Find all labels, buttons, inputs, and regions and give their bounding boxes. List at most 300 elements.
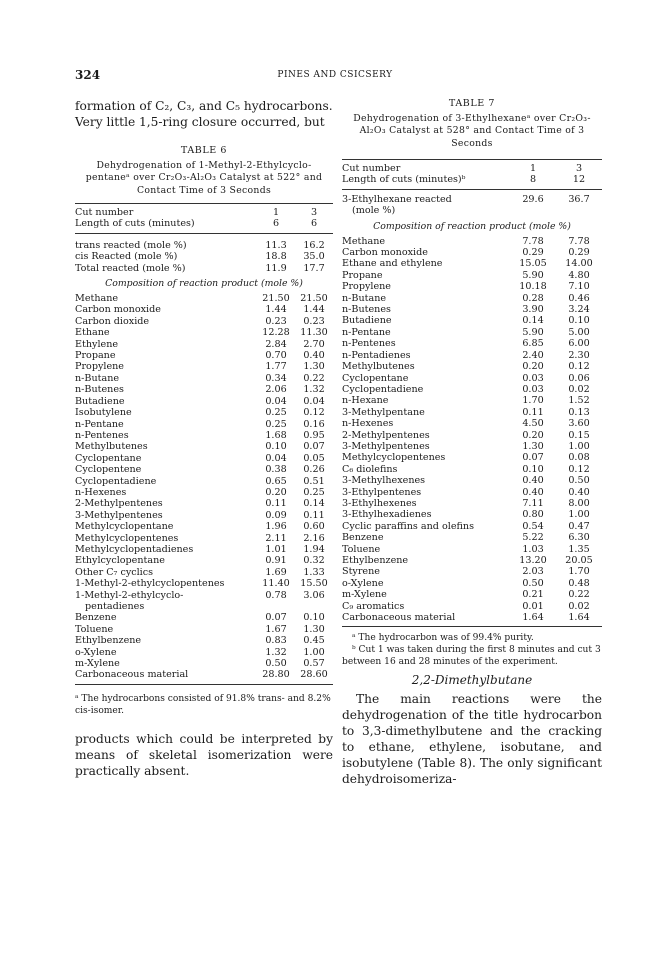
row-label: Propylene xyxy=(75,361,124,373)
table-row xyxy=(75,510,333,521)
value-cut-3: 35.0 xyxy=(303,251,325,263)
value-cut-3: 1.70 xyxy=(568,566,590,578)
value-cut-3: 5.00 xyxy=(568,326,590,338)
value-cut-1 xyxy=(510,205,556,216)
table6-header xyxy=(75,207,333,230)
table-row xyxy=(75,384,333,395)
value-cut-1: 11.3 xyxy=(265,239,287,251)
value-cut-1: 6.85 xyxy=(522,338,544,350)
value-cut-3: 0.22 xyxy=(568,589,590,601)
table-row xyxy=(342,350,602,361)
row-label: Toluene xyxy=(75,623,114,635)
table-row xyxy=(75,304,333,315)
value-cut-3: 0.40 xyxy=(568,486,590,498)
table-row xyxy=(342,373,602,384)
table-row xyxy=(342,247,602,258)
value-cut-3: 0.12 xyxy=(568,361,590,373)
table-row xyxy=(342,464,602,475)
value-cut-1: 0.20 xyxy=(522,361,544,373)
value-cut-3: 2.70 xyxy=(303,338,325,350)
value-cut-3: 0.57 xyxy=(303,658,325,670)
value-cut-1: 0.10 xyxy=(265,441,287,453)
table-row xyxy=(75,419,333,430)
row-label: 2-Methylpentenes xyxy=(75,498,163,510)
row-label: Butadiene xyxy=(75,395,125,407)
table7-body xyxy=(342,236,602,624)
value-cut-3: 21.50 xyxy=(300,293,328,305)
table7-top-rule xyxy=(342,159,602,160)
row-label: 3-Methylhexenes xyxy=(342,475,426,487)
value-cut-1: 0.28 xyxy=(522,292,544,304)
table-row xyxy=(342,441,602,452)
row-label: 3-Ethylhexane reacted xyxy=(342,193,452,205)
value-cut-3: 0.51 xyxy=(303,475,325,487)
table-row xyxy=(75,251,333,262)
value-cut-3: 12 xyxy=(572,174,586,186)
value-cut-1: 0.40 xyxy=(522,475,544,487)
table-row xyxy=(342,475,602,486)
table-row xyxy=(342,555,602,566)
value-cut-3: 0.08 xyxy=(568,452,590,464)
table7-composition-heading: Composition of reaction product (mole %) xyxy=(373,220,571,232)
value-cut-1: 7.11 xyxy=(522,497,544,509)
value-cut-3: 0.95 xyxy=(303,429,325,441)
row-label: Other C₇ cyclics xyxy=(75,566,154,578)
table-row xyxy=(342,487,602,498)
value-cut-3: 0.25 xyxy=(303,486,325,498)
value-cut-1: 0.09 xyxy=(265,509,287,521)
table-row xyxy=(75,624,333,635)
value-cut-3: 1.00 xyxy=(568,440,590,452)
value-cut-3: 7.78 xyxy=(568,235,590,247)
value-cut-3: 0.14 xyxy=(303,498,325,510)
value-cut-1: 2.84 xyxy=(265,338,287,350)
value-cut-3: 0.23 xyxy=(303,315,325,327)
row-label: Cyclopentadiene xyxy=(75,475,157,487)
table-row xyxy=(75,441,333,452)
value-cut-1: 0.04 xyxy=(265,395,287,407)
value-cut-1: 1.77 xyxy=(265,361,287,373)
row-label: 3-Methylpentenes xyxy=(342,440,430,452)
value-cut-1: 1.03 xyxy=(522,543,544,555)
row-label: 3-Ethylhexenes xyxy=(342,497,417,509)
table-row xyxy=(75,544,333,555)
row-label: Ethylbenzene xyxy=(75,635,142,647)
table-row xyxy=(342,532,602,543)
row-label: Cyclopentane xyxy=(342,372,409,384)
row-label: n-Hexenes xyxy=(75,486,127,498)
row-label: Butadiene xyxy=(342,315,392,327)
value-cut-1: 0.23 xyxy=(265,315,287,327)
row-label: (mole %) xyxy=(352,205,396,217)
table6-top-rule xyxy=(75,203,333,204)
value-cut-3: 0.60 xyxy=(303,521,325,533)
row-label: C₆ diolefins xyxy=(342,463,398,475)
row-label: Methylbutenes xyxy=(75,441,148,453)
value-cut-3: 1.94 xyxy=(303,543,325,555)
value-cut-1: 1.44 xyxy=(265,304,287,316)
row-label: Methane xyxy=(75,293,119,305)
table-row xyxy=(75,658,333,669)
value-cut-3: 0.50 xyxy=(568,475,590,487)
row-label: Ethylbenzene xyxy=(342,555,409,566)
table-row xyxy=(75,396,333,407)
row-label: Methylcyclopentenes xyxy=(75,532,179,544)
table-row xyxy=(75,612,333,623)
value-cut-1: 0.29 xyxy=(522,247,544,259)
row-label: n-Hexane xyxy=(342,395,389,407)
value-cut-1: 1 xyxy=(529,163,537,174)
table-row xyxy=(342,304,602,315)
table-row xyxy=(75,453,333,464)
value-cut-1: 1.68 xyxy=(265,429,287,441)
value-cut-3: 20.05 xyxy=(565,555,593,566)
row-label: 3-Methylpentenes xyxy=(75,509,163,521)
table-row xyxy=(342,566,602,577)
value-cut-3: 17.7 xyxy=(303,262,325,274)
row-label: cis Reacted (mole %) xyxy=(75,251,178,263)
table-row xyxy=(342,270,602,281)
value-cut-1: 0.50 xyxy=(522,577,544,589)
table-row xyxy=(75,601,333,612)
value-cut-3: 0.29 xyxy=(568,247,590,259)
value-cut-1: 21.50 xyxy=(262,293,290,305)
value-cut-3: 0.10 xyxy=(568,315,590,327)
row-label: Methylcyclopentenes xyxy=(342,452,446,464)
value-cut-1: 0.78 xyxy=(265,589,287,601)
value-cut-1: 1 xyxy=(272,207,280,218)
row-label: Propane xyxy=(75,350,116,362)
value-cut-3: 0.16 xyxy=(303,418,325,430)
value-cut-3: 2.30 xyxy=(568,349,590,361)
value-cut-3: 36.7 xyxy=(568,193,590,205)
left-column xyxy=(75,98,333,779)
table-row xyxy=(342,293,602,304)
value-cut-1: 0.14 xyxy=(522,315,544,327)
value-cut-1: 0.65 xyxy=(265,475,287,487)
value-cut-1: 2.06 xyxy=(265,384,287,396)
value-cut-3: 7.10 xyxy=(568,281,590,293)
table-row xyxy=(342,205,602,216)
table7-caption-block xyxy=(342,98,602,150)
value-cut-3: 1.32 xyxy=(303,384,325,396)
value-cut-3: 3.60 xyxy=(568,418,590,430)
value-cut-1: 0.50 xyxy=(265,658,287,670)
table6-body xyxy=(75,293,333,681)
row-label: Methylcyclopentane xyxy=(75,521,174,533)
value-cut-1: 0.80 xyxy=(522,509,544,521)
value-cut-3: 0.06 xyxy=(568,372,590,384)
table-row xyxy=(342,315,602,326)
row-label: 3-Ethylhexadienes xyxy=(342,509,432,521)
value-cut-3: 0.04 xyxy=(303,395,325,407)
table-row xyxy=(342,578,602,589)
value-cut-3: 0.40 xyxy=(303,350,325,362)
value-cut-3: 6.30 xyxy=(568,532,590,544)
table-row xyxy=(342,338,602,349)
table-row xyxy=(342,544,602,555)
value-cut-1: 0.03 xyxy=(522,372,544,384)
row-label: Styrene xyxy=(342,566,380,578)
value-cut-3: 2.16 xyxy=(303,532,325,544)
value-cut-1: 0.91 xyxy=(265,555,287,567)
row-label: 3-Methylpentane xyxy=(342,406,425,418)
value-cut-1: 0.01 xyxy=(522,600,544,612)
table-row xyxy=(75,464,333,475)
value-cut-3: 6 xyxy=(310,218,318,230)
value-cut-1: 18.8 xyxy=(265,251,287,263)
row-label: Propane xyxy=(342,269,383,281)
row-label: Carbon dioxide xyxy=(75,315,150,327)
page-number: 324 xyxy=(75,68,101,82)
row-label: m-Xylene xyxy=(75,658,120,670)
table-row xyxy=(342,589,602,600)
value-cut-3: 4.80 xyxy=(568,269,590,281)
row-label: Isobutylene xyxy=(75,407,132,419)
value-cut-1: 1.64 xyxy=(522,612,544,624)
value-cut-1: 0.11 xyxy=(265,498,287,510)
row-label: Propylene xyxy=(342,281,391,293)
row-label: n-Pentadienes xyxy=(342,349,411,361)
row-label: Carbonaceous material xyxy=(75,669,189,681)
table-row xyxy=(75,240,333,251)
table-row xyxy=(75,555,333,566)
row-label: trans reacted (mole %) xyxy=(75,239,187,251)
value-cut-1: 4.50 xyxy=(522,418,544,430)
value-cut-3: 0.45 xyxy=(303,635,325,647)
value-cut-1: 2.40 xyxy=(522,349,544,361)
value-cut-3: 0.12 xyxy=(303,407,325,419)
table-row xyxy=(342,418,602,429)
value-cut-1: 0.34 xyxy=(265,372,287,384)
value-cut-1: 1.30 xyxy=(522,440,544,452)
value-cut-1: 1.96 xyxy=(265,521,287,533)
value-cut-3: 1.00 xyxy=(568,509,590,521)
table-row xyxy=(75,578,333,589)
value-cut-3: 1.52 xyxy=(568,395,590,407)
running-title: PINES AND CSICSERY xyxy=(277,70,393,80)
table-row xyxy=(342,407,602,418)
value-cut-1: 15.05 xyxy=(519,258,547,270)
value-cut-3: 0.22 xyxy=(303,372,325,384)
value-cut-3: 0.10 xyxy=(303,612,325,624)
value-cut-3: 0.46 xyxy=(568,292,590,304)
row-label: n-Pentenes xyxy=(342,338,396,350)
table-row xyxy=(75,407,333,418)
value-cut-1: 0.25 xyxy=(265,407,287,419)
row-label: n-Hexenes xyxy=(342,418,394,430)
value-cut-1: 0.11 xyxy=(522,406,544,418)
row-label: Cyclopentene xyxy=(75,464,142,476)
row-label: Carbon monoxide xyxy=(342,247,428,259)
table-row xyxy=(75,498,333,509)
table-row xyxy=(342,194,602,205)
value-cut-1: 2.03 xyxy=(522,566,544,578)
table-row xyxy=(75,373,333,384)
value-cut-1: 0.25 xyxy=(265,418,287,430)
row-label: n-Pentenes xyxy=(75,429,129,441)
value-cut-1: 2.11 xyxy=(265,532,287,544)
value-cut-1: 6 xyxy=(272,218,280,230)
row-label: n-Pentane xyxy=(75,418,124,430)
value-cut-3: 1.44 xyxy=(303,304,325,316)
row-label: Cyclic paraffins and olefins xyxy=(342,520,475,532)
value-cut-3: 3.24 xyxy=(568,304,590,316)
table-row xyxy=(342,498,602,509)
value-cut-3: 0.47 xyxy=(568,520,590,532)
value-cut-3: 16.2 xyxy=(303,239,325,251)
row-label: n-Butane xyxy=(75,372,120,384)
value-cut-3: 1.30 xyxy=(303,361,325,373)
value-cut-3: 0.11 xyxy=(303,509,325,521)
value-cut-3: 1.00 xyxy=(303,646,325,658)
value-cut-1: 8 xyxy=(529,174,537,186)
section-paragraph: The main reactions were the dehydrogenation of the title hydrocarbon to 3,3-dimethylbutene and the cracking to ethane, ethylene, isobutane, and isobutylene (Table 8). The only significant dehydroisomeriza- xyxy=(342,692,602,787)
value-cut-3: 3.06 xyxy=(303,589,325,601)
value-cut-1: 0.21 xyxy=(522,589,544,601)
row-label: Total reacted (mole %) xyxy=(75,262,186,274)
table6-composition-heading: Composition of reaction product (mole %) xyxy=(105,278,303,290)
row-label: Benzene xyxy=(342,532,384,544)
value-cut-3: 1.35 xyxy=(568,543,590,555)
table-row xyxy=(342,361,602,372)
right-column xyxy=(342,98,602,787)
table7-caption: Dehydrogenation of 3-Ethylhexaneᵃ over Cr₂O₃-Al₂O₃ Catalyst at 528° and Contact Time of 3 Seconds xyxy=(353,112,591,149)
row-label: Ethylene xyxy=(75,338,119,350)
value-cut-3: 0.26 xyxy=(303,464,325,476)
value-cut-1 xyxy=(257,601,295,612)
row-label: Cut number xyxy=(75,207,134,218)
value-cut-3: 28.60 xyxy=(300,669,328,681)
section-heading: 2,2-Dimethylbutane xyxy=(411,673,533,688)
table-row xyxy=(75,207,333,218)
value-cut-1: 1.67 xyxy=(265,623,287,635)
value-cut-1: 29.6 xyxy=(522,193,544,205)
table-row xyxy=(75,293,333,304)
value-cut-1: 11.40 xyxy=(262,578,290,590)
table7-footnote-a: ᵃ The hydrocarbon was of 99.4% purity. xyxy=(352,633,534,644)
table-row xyxy=(342,509,602,520)
row-label: o-Xylene xyxy=(342,577,384,589)
table-row xyxy=(342,327,602,338)
table-row xyxy=(75,361,333,372)
value-cut-3: 0.02 xyxy=(568,600,590,612)
value-cut-1: 28.80 xyxy=(262,669,290,681)
value-cut-1: 0.07 xyxy=(522,452,544,464)
intro-paragraph: formation of C₂, C₃, and C₅ hydrocarbons. Very little 1,5-ring closure occurred, but xyxy=(75,99,333,129)
value-cut-1: 0.54 xyxy=(522,520,544,532)
value-cut-1: 12.28 xyxy=(262,327,290,339)
table-row xyxy=(75,590,333,601)
table-row xyxy=(75,316,333,327)
table-row xyxy=(342,395,602,406)
value-cut-3 xyxy=(556,205,602,216)
table6-caption: Dehydrogenation of 1-Methyl-2-Ethylcyclo-pentaneᵃ over Cr₂O₃-Al₂O₃ Catalyst at 522° and Contact Time of 3 Seconds xyxy=(85,159,323,196)
value-cut-3: 3 xyxy=(575,163,583,174)
table-row xyxy=(342,384,602,395)
row-label: C₉ aromatics xyxy=(342,600,405,612)
value-cut-3: 8.00 xyxy=(568,497,590,509)
value-cut-1: 0.03 xyxy=(522,383,544,395)
table-row xyxy=(75,327,333,338)
row-label: m-Xylene xyxy=(342,589,387,601)
table-row xyxy=(75,476,333,487)
value-cut-1: 0.83 xyxy=(265,635,287,647)
table7-header xyxy=(342,163,602,186)
table7-footnote-b: ᵇ Cut 1 was taken during the first 8 minutes and cut 3 between 16 and 28 minutes of the experiment. xyxy=(342,645,601,668)
value-cut-3: 3 xyxy=(310,207,318,218)
table-row xyxy=(75,350,333,361)
row-label: 3-Ethylpentenes xyxy=(342,486,422,498)
table-row xyxy=(342,174,602,185)
value-cut-1: 0.40 xyxy=(522,486,544,498)
row-label: Cyclopentane xyxy=(75,452,142,464)
value-cut-3: 0.48 xyxy=(568,577,590,589)
table-row xyxy=(342,430,602,441)
value-cut-1: 0.20 xyxy=(522,429,544,441)
value-cut-1: 11.9 xyxy=(265,262,287,274)
value-cut-1: 13.20 xyxy=(519,555,547,566)
table-row xyxy=(342,258,602,269)
value-cut-1: 5.90 xyxy=(522,326,544,338)
table-row xyxy=(75,533,333,544)
table6-header-rule xyxy=(75,233,333,234)
closing-paragraph: products which could be interpreted by means of skeletal isomerization were practically absent. xyxy=(75,731,333,778)
table-row xyxy=(342,601,602,612)
value-cut-3: 11.30 xyxy=(300,327,328,339)
row-label: n-Butane xyxy=(342,292,387,304)
value-cut-1: 7.78 xyxy=(522,235,544,247)
row-label: 2-Methylpentenes xyxy=(342,429,430,441)
row-label: Cut number xyxy=(342,163,401,174)
value-cut-1: 5.22 xyxy=(522,532,544,544)
value-cut-3: 1.33 xyxy=(303,566,325,578)
row-label: Carbonaceous material xyxy=(342,612,456,624)
row-label: Ethane and ethylene xyxy=(342,258,443,270)
table6-footnote: ᵃ The hydrocarbons consisted of 91.8% trans- and 8.2% cis-isomer. xyxy=(75,693,331,716)
value-cut-1: 0.70 xyxy=(265,350,287,362)
row-label: pentadienes xyxy=(85,601,145,612)
row-label: Benzene xyxy=(75,612,117,624)
table-row xyxy=(75,647,333,658)
value-cut-1: 1.70 xyxy=(522,395,544,407)
value-cut-3 xyxy=(295,601,333,612)
value-cut-1: 10.18 xyxy=(519,281,547,293)
table6-caption-block xyxy=(75,145,333,197)
table-row xyxy=(342,521,602,532)
row-label: Cyclopentadiene xyxy=(342,383,424,395)
table-row xyxy=(342,236,602,247)
value-cut-1: 0.07 xyxy=(265,612,287,624)
row-label: Toluene xyxy=(342,543,381,555)
value-cut-1: 1.01 xyxy=(265,543,287,555)
row-label: o-Xylene xyxy=(75,646,117,658)
table7-header-rule xyxy=(342,189,602,190)
value-cut-3: 6.00 xyxy=(568,338,590,350)
table6-number: TABLE 6 xyxy=(180,145,228,156)
value-cut-1: 1.69 xyxy=(265,566,287,578)
row-label: Length of cuts (minutes) xyxy=(75,218,195,230)
value-cut-3: 0.13 xyxy=(568,406,590,418)
row-label: n-Butenes xyxy=(342,304,391,316)
row-label: Methylbutenes xyxy=(342,361,415,373)
value-cut-3: 0.07 xyxy=(303,441,325,453)
table-row xyxy=(75,430,333,441)
row-label: Ethylcyclopentane xyxy=(75,555,165,567)
table7-number: TABLE 7 xyxy=(448,98,496,109)
table-row xyxy=(75,567,333,578)
value-cut-1: 3.90 xyxy=(522,304,544,316)
